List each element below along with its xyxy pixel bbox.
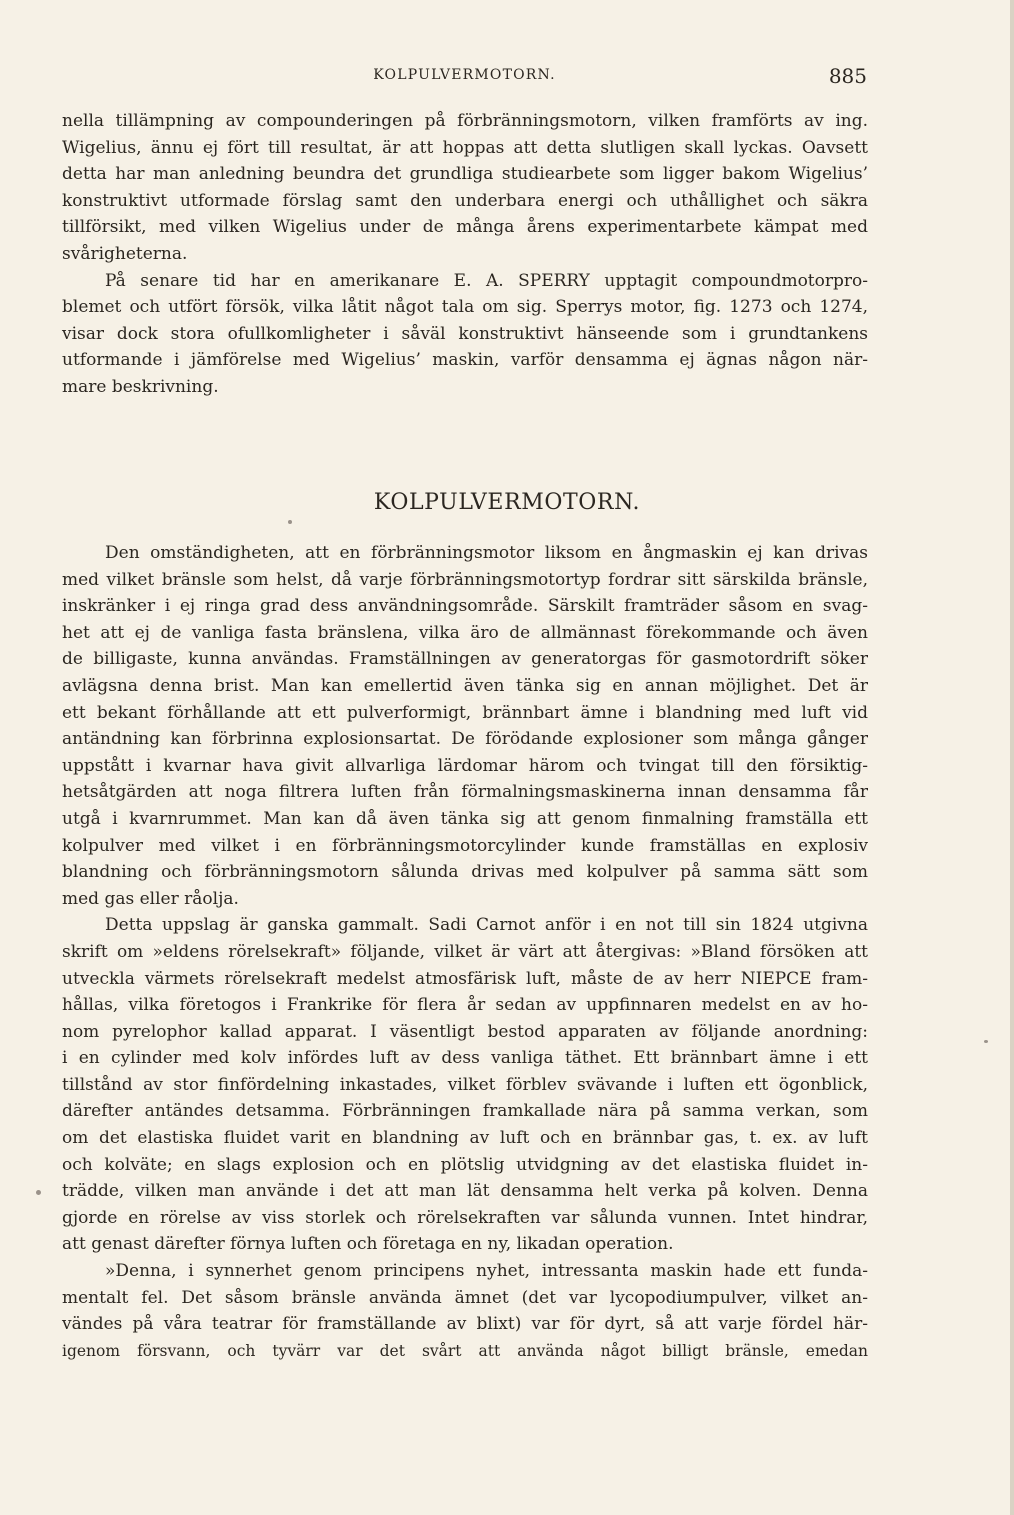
- text-line: »Denna, i synnerhet genom principens nyhet, intressanta maskin hade ett funda-: [105, 1261, 868, 1282]
- text-line: skrift om »eldens rörelsekraft» följande, vilket är värt att återgivas: »Bland försöken att: [62, 941, 868, 962]
- text-line: Wigelius, ännu ej fört till resultat, är att hoppas att detta slutligen skall lyckas. Oavsett: [62, 137, 868, 158]
- text-line: hållas, vilka företogos i Frankrike för flera år sedan av uppfinnaren medelst en av ho-: [62, 995, 868, 1016]
- text-line: detta har man anledning beundra det grundliga studiearbete som ligger bakom Wigelius’: [62, 164, 868, 185]
- text-line: uppstått i kvarnar hava givit allvarliga lärdomar härom och tvingat till den försiktig-: [62, 755, 868, 776]
- text-line: utveckla värmets rörelsekraft medelst atmosfärisk luft, måste de av herr NIEPCE fram-: [62, 968, 868, 989]
- text-line: visar dock stora ofullkomligheter i såväl konstruktivt hänseende som i grundtankens: [62, 323, 868, 344]
- text-line: ett bekant förhållande att ett pulverformigt, brännbart ämne i blandning med luft vid: [62, 702, 868, 723]
- text-line: het att ej de vanliga fasta bränslena, vilka äro de allmännast förekommande och även: [62, 622, 868, 643]
- text-line: utgå i kvarnrummet. Man kan då även tänka sig att genom finmalning framställa ett: [62, 808, 868, 829]
- text-line: mare beskrivning.: [62, 376, 219, 397]
- text-line: inskränker i ej ringa grad dess användningsområde. Särskilt framträder såsom en svag-: [62, 596, 868, 617]
- text-line: att genast därefter förnya luften och företaga en ny, likadan operation.: [62, 1234, 674, 1255]
- text-line: och kolväte; en slags explosion och en plötslig utvidgning av det elastiska fluidet in-: [62, 1154, 868, 1175]
- text-line: gjorde en rörelse av viss storlek och rörelsekraften var sålunda vunnen. Intet hindrar,: [62, 1207, 868, 1228]
- text-line: mentalt fel. Det såsom bränsle använda ämnet (det var lycopodiumpulver, vilket an-: [62, 1287, 868, 1308]
- text-line: nella tillämpning av compounderingen på förbränningsmotorn, vilken framförts av ing.: [62, 111, 868, 131]
- text-line: med gas eller råolja.: [62, 888, 239, 909]
- running-header: [62, 64, 867, 88]
- print-speck: [36, 1190, 41, 1195]
- text-line: tillförsikt, med vilken Wigelius under de många årens experimentarbete kämpat med: [62, 217, 868, 238]
- text-line: Detta uppslag är ganska gammalt. Sadi Carnot anför i en not till sin 1824 utgivna: [105, 915, 868, 936]
- running-title: KOLPULVERMOTORN.: [373, 67, 556, 83]
- print-speck: [984, 1040, 988, 1043]
- section-heading: KOLPULVERMOTORN.: [373, 490, 641, 515]
- page-number: 885: [828, 64, 867, 88]
- text-line: därefter antändes detsamma. Förbränningen framkallade nära på samma verkan, som: [62, 1101, 868, 1122]
- text-line: hetsåtgärden att noga filtrera luften från förmalningsmaskinerna innan densamma får: [62, 782, 868, 803]
- text-line: kolpulver med vilket i en förbränningsmotorcylinder kunde framställas en explosiv: [62, 835, 868, 856]
- text-line: de billigaste, kunna användas. Framställningen av generatorgas för gasmotordrift söker: [62, 649, 868, 670]
- text-line: blandning och förbränningsmotorn sålunda drivas med kolpulver på samma sätt som: [62, 862, 868, 883]
- print-speck: [288, 520, 292, 524]
- text-line: om det elastiska fluidet varit en blandning av luft och en brännbar gas, t. ex. av luft: [62, 1128, 868, 1149]
- text-line: Den omständigheten, att en förbränningsmotor liksom en ångmaskin ej kan drivas: [105, 543, 868, 563]
- page-edge-shadow: [1010, 0, 1014, 1515]
- text-line: nom pyrelophor kallad apparat. I väsentligt bestod apparaten av följande anordning:: [62, 1021, 868, 1042]
- text-block-before-section: [62, 108, 868, 401]
- text-line: antändning kan förbrinna explosionsartat. De förödande explosioner som många gånger: [62, 729, 868, 750]
- text-line: igenom försvann, och tyvärr var det svårt att använda något billigt bränsle, emedan: [62, 1341, 868, 1360]
- text-line: svårigheterna.: [62, 243, 188, 264]
- text-block-after-section: [62, 540, 868, 1364]
- text-line: trädde, vilken man använde i det att man lät densamma helt verka på kolven. Denna: [62, 1181, 868, 1202]
- text-line: i en cylinder med kolv infördes luft av dess vanliga täthet. Ett brännbart ämne i ett: [62, 1048, 868, 1069]
- text-line: vändes på våra teatrar för framställande av blixt) var för dyrt, så att varje fördel här-: [62, 1314, 868, 1335]
- text-line: avlägsna denna brist. Man kan emellertid även tänka sig en annan möjlighet. Det är: [62, 675, 868, 696]
- text-line: tillstånd av stor finfördelning inkastades, vilket förblev svävande i luften ett ögonblick,: [62, 1074, 868, 1095]
- text-line: blemet och utfört försök, vilka låtit något tala om sig. Sperrys motor, fig. 1273 och 1274,: [62, 297, 868, 318]
- text-line: konstruktivt utformade förslag samt den underbara energi och uthållighet och säkra: [62, 190, 868, 211]
- text-line: På senare tid har en amerikanare E. A. SPERRY upptagit compoundmotorpro-: [105, 270, 868, 291]
- text-line: med vilket bränsle som helst, då varje förbränningsmotortyp fordrar sitt särskilda bränsle,: [62, 569, 868, 590]
- text-line: utformande i jämförelse med Wigelius’ maskin, varför densamma ej ägnas någon när-: [62, 350, 868, 371]
